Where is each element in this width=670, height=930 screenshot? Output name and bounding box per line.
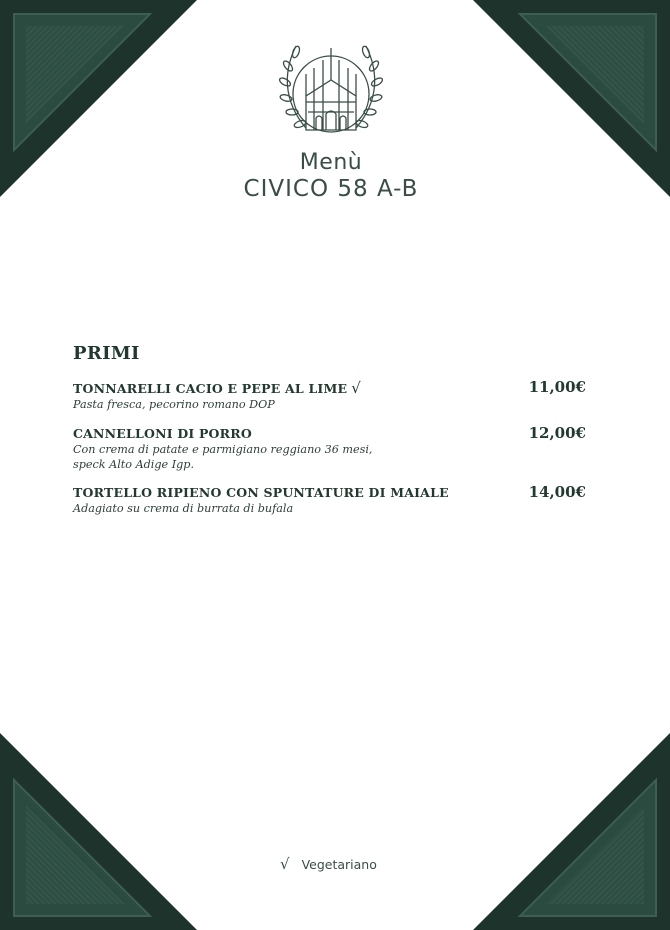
menu-item (73, 380, 586, 412)
dish-price: 11,00€ (528, 378, 586, 396)
corner-ornament-bottom-right (470, 730, 670, 930)
dish-description: Pasta fresca, pecorino romano DOP (73, 398, 275, 411)
dish-name: CANNELLONI DI PORRO (73, 426, 252, 441)
legend (280, 855, 377, 873)
legend-label: Vegetariano (301, 856, 377, 872)
cathedral-laurel-icon (266, 40, 396, 138)
dish-description: Con crema di patate e parmigiano reggiano 36 mesi, speck Alto Adige Igp. (73, 443, 373, 471)
menu-item (73, 426, 586, 472)
dish-price: 12,00€ (528, 424, 586, 442)
vegetarian-check-icon: √ (280, 855, 290, 873)
corner-ornament-bottom-left (0, 730, 200, 930)
dish-name: TONNARELLI CACIO E PEPE AL LIME (73, 381, 348, 396)
section-title: PRIMI (73, 343, 140, 364)
menu-item (73, 485, 586, 516)
dish-name: TORTELLO RIPIENO CON SPUNTATURE DI MAIALE (73, 485, 449, 500)
dish-description: Adagiato su crema di burrata di bufala (73, 502, 294, 515)
restaurant-name: CIVICO 58 A-B (243, 176, 419, 202)
dish-price: 14,00€ (528, 483, 586, 501)
vegetarian-check-icon: √ (351, 379, 362, 397)
menu-title: Menù (299, 150, 363, 175)
